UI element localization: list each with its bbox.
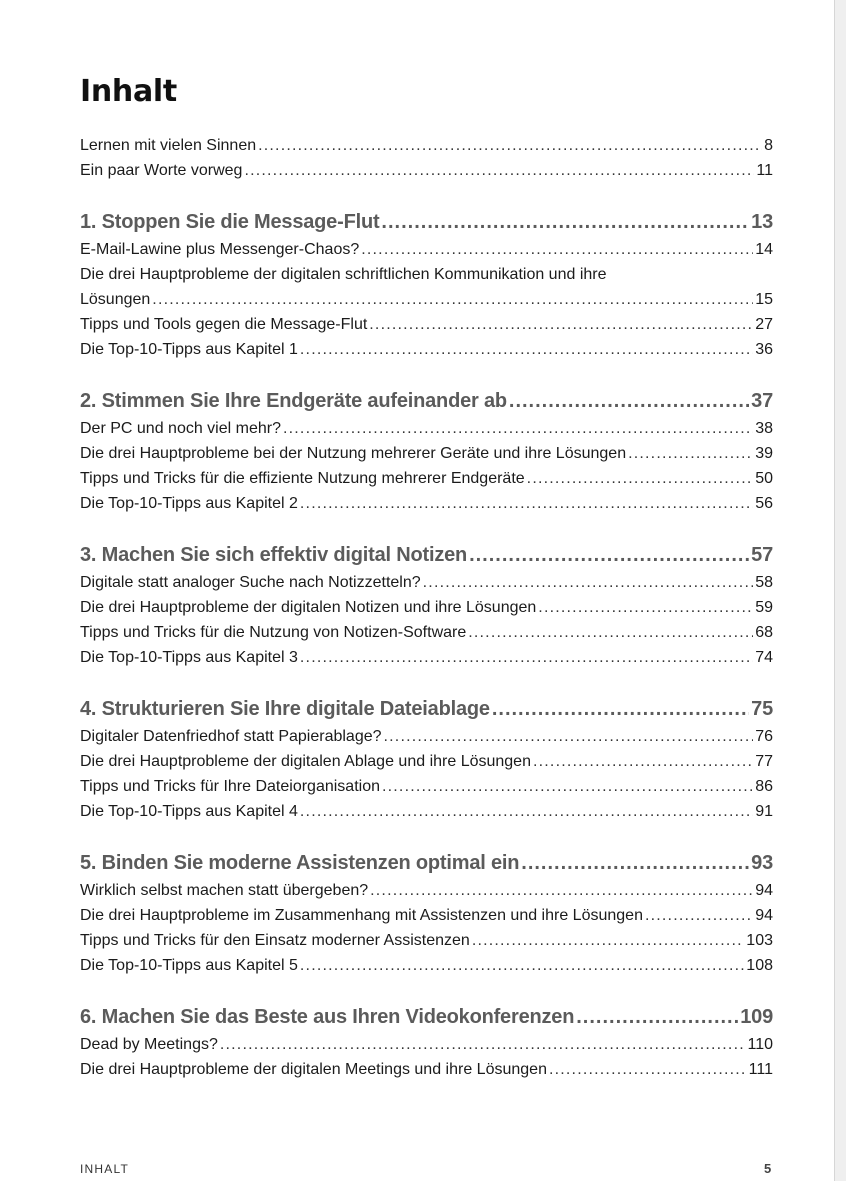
toc-entry[interactable] <box>80 645 773 670</box>
chapter-heading[interactable] <box>80 848 773 878</box>
page-title: Inhalt <box>80 74 177 109</box>
toc-entry-label: Die drei Hauptprobleme der digitalen Meetings und ihre Lösungen <box>80 1061 547 1078</box>
leader-dots <box>472 928 744 953</box>
toc-entry-page: 111 <box>748 1061 773 1078</box>
chapter-heading-page: 109 <box>740 1006 773 1028</box>
toc-entry-page: 50 <box>755 470 773 487</box>
chapter-heading-page: 75 <box>751 698 773 720</box>
toc-entry[interactable] <box>80 724 773 749</box>
toc-entry[interactable] <box>80 466 773 491</box>
toc-entry-label: Die Top-10-Tipps aus Kapitel 5 <box>80 957 298 974</box>
toc-entry-label: Die Top-10-Tipps aus Kapitel 2 <box>80 495 298 512</box>
toc-entry-label: Tipps und Tricks für die Nutzung von Notizen-Software <box>80 624 467 641</box>
toc-entry-label: Tipps und Tricks für den Einsatz moderner Assistenzen <box>80 932 470 949</box>
toc-entry-page: 94 <box>755 907 773 924</box>
toc-entry-label: Ein paar Worte vorweg <box>80 162 243 179</box>
table-of-contents <box>80 133 773 1082</box>
toc-entry-label: Die Top-10-Tipps aus Kapitel 1 <box>80 341 298 358</box>
chapter-heading[interactable] <box>80 540 773 570</box>
toc-entry-page: 38 <box>755 420 773 437</box>
toc-entry[interactable] <box>80 878 773 903</box>
leader-dots <box>423 570 754 595</box>
toc-entry-label: Lernen mit vielen Sinnen <box>80 137 257 154</box>
toc-entry-label: Die Top-10-Tipps aus Kapitel 4 <box>80 803 298 820</box>
toc-entry-label-continued: Lösungen <box>80 291 151 308</box>
leader-dots <box>538 595 753 620</box>
chapter-section <box>80 1002 773 1082</box>
toc-entry[interactable] <box>80 287 773 312</box>
toc-entry[interactable] <box>80 595 773 620</box>
toc-entry-label: Die drei Hauptprobleme bei der Nutzung mehrerer Geräte und ihre Lösungen <box>80 445 627 462</box>
toc-entry[interactable] <box>80 312 773 337</box>
toc-entry-page: 27 <box>755 316 773 333</box>
toc-entry-label: Die drei Hauptprobleme der digitalen schriftlichen Kommunikation und ihre <box>80 266 607 283</box>
toc-entry[interactable] <box>80 441 773 466</box>
leader-dots <box>382 774 753 799</box>
toc-entry[interactable] <box>80 749 773 774</box>
toc-entry[interactable] <box>80 570 773 595</box>
toc-entry-page: 77 <box>755 753 773 770</box>
toc-entry[interactable] <box>80 158 773 183</box>
leader-dots <box>468 620 753 645</box>
toc-entry[interactable] <box>80 491 773 516</box>
toc-entry-page: 11 <box>756 162 773 179</box>
chapter-section <box>80 848 773 978</box>
leader-dots <box>361 237 753 262</box>
toc-entry-page: 8 <box>764 137 773 154</box>
toc-entry[interactable] <box>80 620 773 645</box>
leader-dots <box>300 799 753 824</box>
chapter-heading-label: 6. Machen Sie das Beste aus Ihren Videokonferenzen <box>80 1006 575 1028</box>
leader-dots <box>300 337 753 362</box>
chapter-heading-page: 93 <box>751 852 773 874</box>
toc-entry-page: 74 <box>755 649 773 666</box>
toc-entry-label: Digitale statt analoger Suche nach Notizzetteln? <box>80 574 421 591</box>
toc-entry[interactable] <box>80 1057 773 1082</box>
toc-entry[interactable] <box>80 133 773 158</box>
toc-entry-page: 91 <box>755 803 773 820</box>
toc-entry-label: Tipps und Tricks für Ihre Dateiorganisation <box>80 778 380 795</box>
toc-entry-page: 86 <box>755 778 773 795</box>
leader-dots <box>152 287 753 312</box>
leader-dots <box>549 1057 747 1082</box>
leader-dots <box>300 953 744 978</box>
page-number: 5 <box>764 1161 772 1176</box>
leader-dots <box>300 645 753 670</box>
running-footer: INHALT <box>80 1162 129 1176</box>
chapter-section <box>80 540 773 670</box>
toc-entry-page: 68 <box>755 624 773 641</box>
chapter-heading-label: 2. Stimmen Sie Ihre Endgeräte aufeinander ab <box>80 390 507 412</box>
leader-dots <box>492 694 749 724</box>
toc-entry-page: 56 <box>755 495 773 512</box>
leader-dots <box>370 878 753 903</box>
toc-entry-page: 59 <box>755 599 773 616</box>
toc-entry-label: Digitaler Datenfriedhof statt Papierablage? <box>80 728 382 745</box>
leader-dots <box>300 491 753 516</box>
chapter-heading[interactable] <box>80 1002 773 1032</box>
chapter-heading-label: 5. Binden Sie moderne Assistenzen optimal ein <box>80 852 520 874</box>
toc-entry-label: Dead by Meetings? <box>80 1036 218 1053</box>
page-edge-shadow <box>835 0 846 1181</box>
chapter-heading[interactable] <box>80 207 773 237</box>
toc-entry-page: 36 <box>755 341 773 358</box>
chapter-section <box>80 386 773 516</box>
leader-dots <box>244 158 754 183</box>
chapter-heading-page: 13 <box>751 211 773 233</box>
toc-entry-first-line[interactable] <box>80 262 773 287</box>
chapter-heading[interactable] <box>80 694 773 724</box>
chapter-heading[interactable] <box>80 386 773 416</box>
toc-entry-label: Tipps und Tricks für die effiziente Nutzung mehrerer Endgeräte <box>80 470 525 487</box>
toc-entry-label: Der PC und noch viel mehr? <box>80 420 281 437</box>
chapter-section <box>80 207 773 362</box>
toc-entry-label: Wirklich selbst machen statt übergeben? <box>80 882 369 899</box>
toc-entry[interactable] <box>80 903 773 928</box>
leader-dots <box>645 903 753 928</box>
toc-entry-page: 15 <box>755 291 773 308</box>
leader-dots <box>384 724 754 749</box>
leader-dots <box>628 441 753 466</box>
toc-entry-label: Die drei Hauptprobleme im Zusammenhang mit Assistenzen und ihre Lösungen <box>80 907 643 924</box>
leader-dots <box>469 540 749 570</box>
leader-dots <box>220 1032 746 1057</box>
leader-dots <box>576 1002 738 1032</box>
toc-entry-page: 103 <box>746 932 773 949</box>
chapter-heading-label: 1. Stoppen Sie die Message-Flut <box>80 211 380 233</box>
toc-entry-label: Tipps und Tools gegen die Message-Flut <box>80 316 368 333</box>
leader-dots <box>509 386 749 416</box>
toc-entry[interactable] <box>80 953 773 978</box>
leader-dots <box>369 312 753 337</box>
toc-entry-label: Die drei Hauptprobleme der digitalen Notizen und ihre Lösungen <box>80 599 537 616</box>
leader-dots <box>527 466 754 491</box>
chapter-heading-label: 4. Strukturieren Sie Ihre digitale Dateiablage <box>80 698 490 720</box>
toc-entry-label: E-Mail-Lawine plus Messenger-Chaos? <box>80 241 360 258</box>
chapter-heading-page: 57 <box>751 544 773 566</box>
leader-dots <box>381 207 749 237</box>
leader-dots <box>258 133 762 158</box>
toc-entry-page: 108 <box>746 957 773 974</box>
toc-entry-page: 39 <box>755 445 773 462</box>
toc-entry-page: 76 <box>755 728 773 745</box>
toc-entry-page: 94 <box>755 882 773 899</box>
toc-entry[interactable] <box>80 799 773 824</box>
toc-entry[interactable] <box>80 337 773 362</box>
toc-entry[interactable] <box>80 928 773 953</box>
leader-dots <box>283 416 753 441</box>
toc-entry-label: Die Top-10-Tipps aus Kapitel 3 <box>80 649 298 666</box>
toc-entry[interactable] <box>80 416 773 441</box>
toc-entry-page: 14 <box>755 241 773 258</box>
leader-dots <box>521 848 749 878</box>
toc-entry-label: Die drei Hauptprobleme der digitalen Ablage und ihre Lösungen <box>80 753 531 770</box>
chapter-section <box>80 694 773 824</box>
toc-entry-page: 110 <box>747 1036 773 1053</box>
toc-entry-page: 58 <box>755 574 773 591</box>
toc-entry[interactable] <box>80 1032 773 1057</box>
toc-entry[interactable] <box>80 237 773 262</box>
chapter-heading-label: 3. Machen Sie sich effektiv digital Notizen <box>80 544 468 566</box>
chapter-heading-page: 37 <box>751 390 773 412</box>
leader-dots <box>533 749 753 774</box>
toc-entry[interactable] <box>80 774 773 799</box>
